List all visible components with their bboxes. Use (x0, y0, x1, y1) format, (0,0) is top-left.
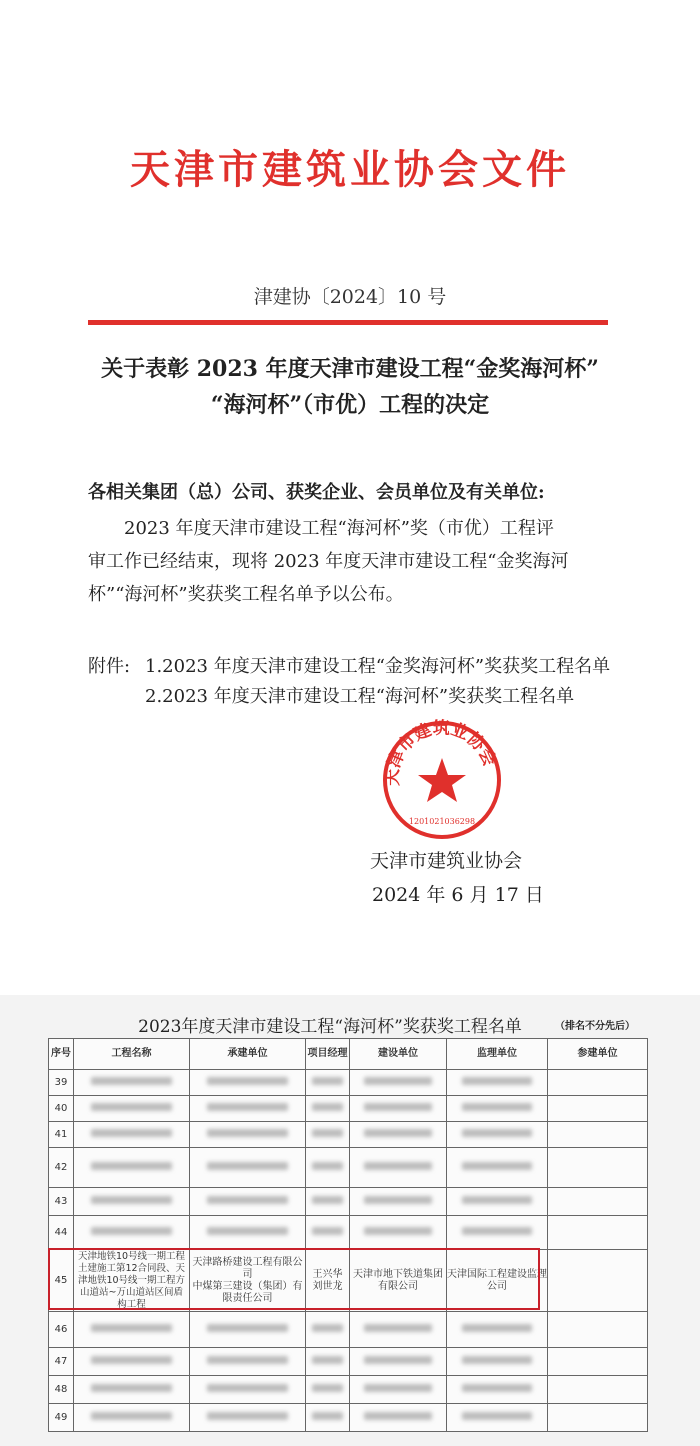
blurred-cell (350, 1404, 447, 1432)
col-header: 项目经理 (306, 1039, 350, 1070)
blurred-cell (74, 1376, 190, 1404)
attachment-item: 2.2023 年度天津市建设工程“海河杯”奖获奖工程名单 (145, 686, 575, 707)
col-header: 序号 (49, 1039, 74, 1070)
table-note: （排名不分先后） (555, 1021, 635, 1032)
blurred-cell (447, 1096, 548, 1122)
table-row-blurred (49, 1312, 648, 1348)
contractor: 中煤第三建设（集团）有限责任公司 (192, 1280, 303, 1304)
owner-unit: 天津市地下铁道集团有限公司 (350, 1250, 447, 1312)
project-name: 天津地铁10号线一期工程土建施工第12合同段、天津地铁10号线一期工程方山道站~万山道站区间盾构工程 (74, 1250, 190, 1312)
row-number: 41 (49, 1122, 74, 1148)
blurred-cell (447, 1070, 548, 1096)
table-row-blurred (49, 1348, 648, 1376)
blurred-cell (190, 1188, 306, 1216)
blurred-cell (447, 1148, 548, 1188)
blurred-cell (447, 1376, 548, 1404)
blurred-cell (74, 1312, 190, 1348)
blurred-cell (548, 1348, 648, 1376)
blurred-cell (306, 1376, 350, 1404)
blurred-cell (74, 1348, 190, 1376)
blurred-cell (350, 1188, 447, 1216)
blurred-cell (74, 1404, 190, 1432)
blurred-cell (74, 1096, 190, 1122)
manager: 王兴华 (312, 1268, 343, 1280)
blurred-cell (350, 1148, 447, 1188)
blurred-cell (74, 1188, 190, 1216)
blurred-cell (447, 1216, 548, 1250)
blurred-cell (74, 1070, 190, 1096)
blurred-cell (306, 1096, 350, 1122)
row-number: 43 (49, 1188, 74, 1216)
blurred-cell (350, 1376, 447, 1404)
blurred-cell (548, 1096, 648, 1122)
blurred-cell (447, 1312, 548, 1348)
row-number: 42 (49, 1148, 74, 1188)
table-row-highlighted (49, 1250, 648, 1312)
blurred-cell (74, 1148, 190, 1188)
blurred-cell (190, 1216, 306, 1250)
blurred-cell (548, 1312, 648, 1348)
blurred-cell (548, 1122, 648, 1148)
table-row-blurred (49, 1404, 648, 1432)
blurred-cell (74, 1122, 190, 1148)
signature-org: 天津市建筑业协会 (370, 850, 523, 872)
col-header: 工程名称 (74, 1039, 190, 1070)
table-row-blurred (49, 1122, 648, 1148)
row-number: 44 (49, 1216, 74, 1250)
contractor: 天津路桥建设工程有限公司 (192, 1256, 303, 1280)
blurred-cell (190, 1070, 306, 1096)
table-row-blurred (49, 1188, 648, 1216)
blurred-cell (350, 1122, 447, 1148)
seal-number: 1201021036298 (408, 817, 476, 826)
blurred-cell (548, 1070, 648, 1096)
blurred-cell (306, 1348, 350, 1376)
col-header: 监理单位 (447, 1039, 548, 1070)
salutation: 各相关集团（总）公司、获奖企业、会员单位及有关单位: (88, 482, 545, 503)
blurred-cell (350, 1312, 447, 1348)
paragraph-line: 杯”“海河杯”奖获奖工程名单予以公布。 (88, 584, 404, 605)
blurred-cell (447, 1348, 548, 1376)
award-table (48, 1038, 648, 1432)
document-number: 津建协〔2024〕10 号 (253, 286, 447, 308)
blurred-cell (350, 1348, 447, 1376)
attachment-label: 附件: (88, 656, 131, 677)
blurred-cell (447, 1404, 548, 1432)
table-row-blurred (49, 1096, 648, 1122)
table-header (49, 1039, 648, 1070)
table-row-blurred (49, 1070, 648, 1096)
blurred-cell (548, 1188, 648, 1216)
blurred-cell (74, 1216, 190, 1250)
seal-text: 天津市建筑业协会 (382, 718, 500, 787)
row-number: 45 (49, 1250, 74, 1312)
blurred-cell (190, 1348, 306, 1376)
table-title: 2023年度天津市建设工程“海河杯”奖获奖工程名单 (138, 1017, 522, 1037)
blurred-cell (190, 1148, 306, 1188)
blurred-cell (306, 1216, 350, 1250)
subject-line-2: “海河杯”（市优）工程的决定 (210, 392, 490, 418)
row-number: 40 (49, 1096, 74, 1122)
blurred-cell (548, 1404, 648, 1432)
col-header: 承建单位 (190, 1039, 306, 1070)
row-number: 39 (49, 1070, 74, 1096)
blurred-cell (350, 1096, 447, 1122)
row-number: 46 (49, 1312, 74, 1348)
blurred-cell (350, 1216, 447, 1250)
blurred-cell (190, 1376, 306, 1404)
manager: 刘世龙 (312, 1280, 343, 1292)
blurred-cell (306, 1404, 350, 1432)
subject-line-1: 关于表彰 2023 年度天津市建设工程“金奖海河杯” (101, 356, 599, 382)
blurred-cell (306, 1148, 350, 1188)
signature-date: 2024 年 6 月 17 日 (372, 884, 544, 906)
blurred-cell (447, 1188, 548, 1216)
red-divider (88, 320, 608, 325)
blurred-cell (306, 1188, 350, 1216)
paragraph-line: 2023 年度天津市建设工程“海河杯”奖（市优）工程评 (124, 518, 554, 539)
attachment-item: 1.2023 年度天津市建设工程“金奖海河杯”奖获奖工程名单 (145, 656, 611, 677)
blurred-cell (190, 1122, 306, 1148)
document-title: 天津市建筑业协会文件 (130, 146, 570, 193)
blurred-cell (306, 1312, 350, 1348)
table-row-blurred (49, 1148, 648, 1188)
row-number: 48 (49, 1376, 74, 1404)
blurred-cell (190, 1096, 306, 1122)
participant-unit (548, 1250, 648, 1312)
table-row-blurred (49, 1216, 648, 1250)
table-row-blurred (49, 1376, 648, 1404)
blurred-cell (306, 1070, 350, 1096)
blurred-cell (548, 1148, 648, 1188)
official-seal (378, 718, 508, 840)
blurred-cell (350, 1070, 447, 1096)
row-number: 49 (49, 1404, 74, 1432)
blurred-cell (447, 1122, 548, 1148)
col-header: 参建单位 (548, 1039, 648, 1070)
blurred-cell (306, 1122, 350, 1148)
row-number: 47 (49, 1348, 74, 1376)
blurred-cell (548, 1376, 648, 1404)
blurred-cell (548, 1216, 648, 1250)
col-header: 建设单位 (350, 1039, 447, 1070)
supervisor-unit: 天津国际工程建设监理公司 (447, 1250, 548, 1312)
blurred-cell (190, 1404, 306, 1432)
blurred-cell (190, 1312, 306, 1348)
paragraph-line: 审工作已经结束，现将 2023 年度天津市建设工程“金奖海河 (88, 551, 569, 572)
